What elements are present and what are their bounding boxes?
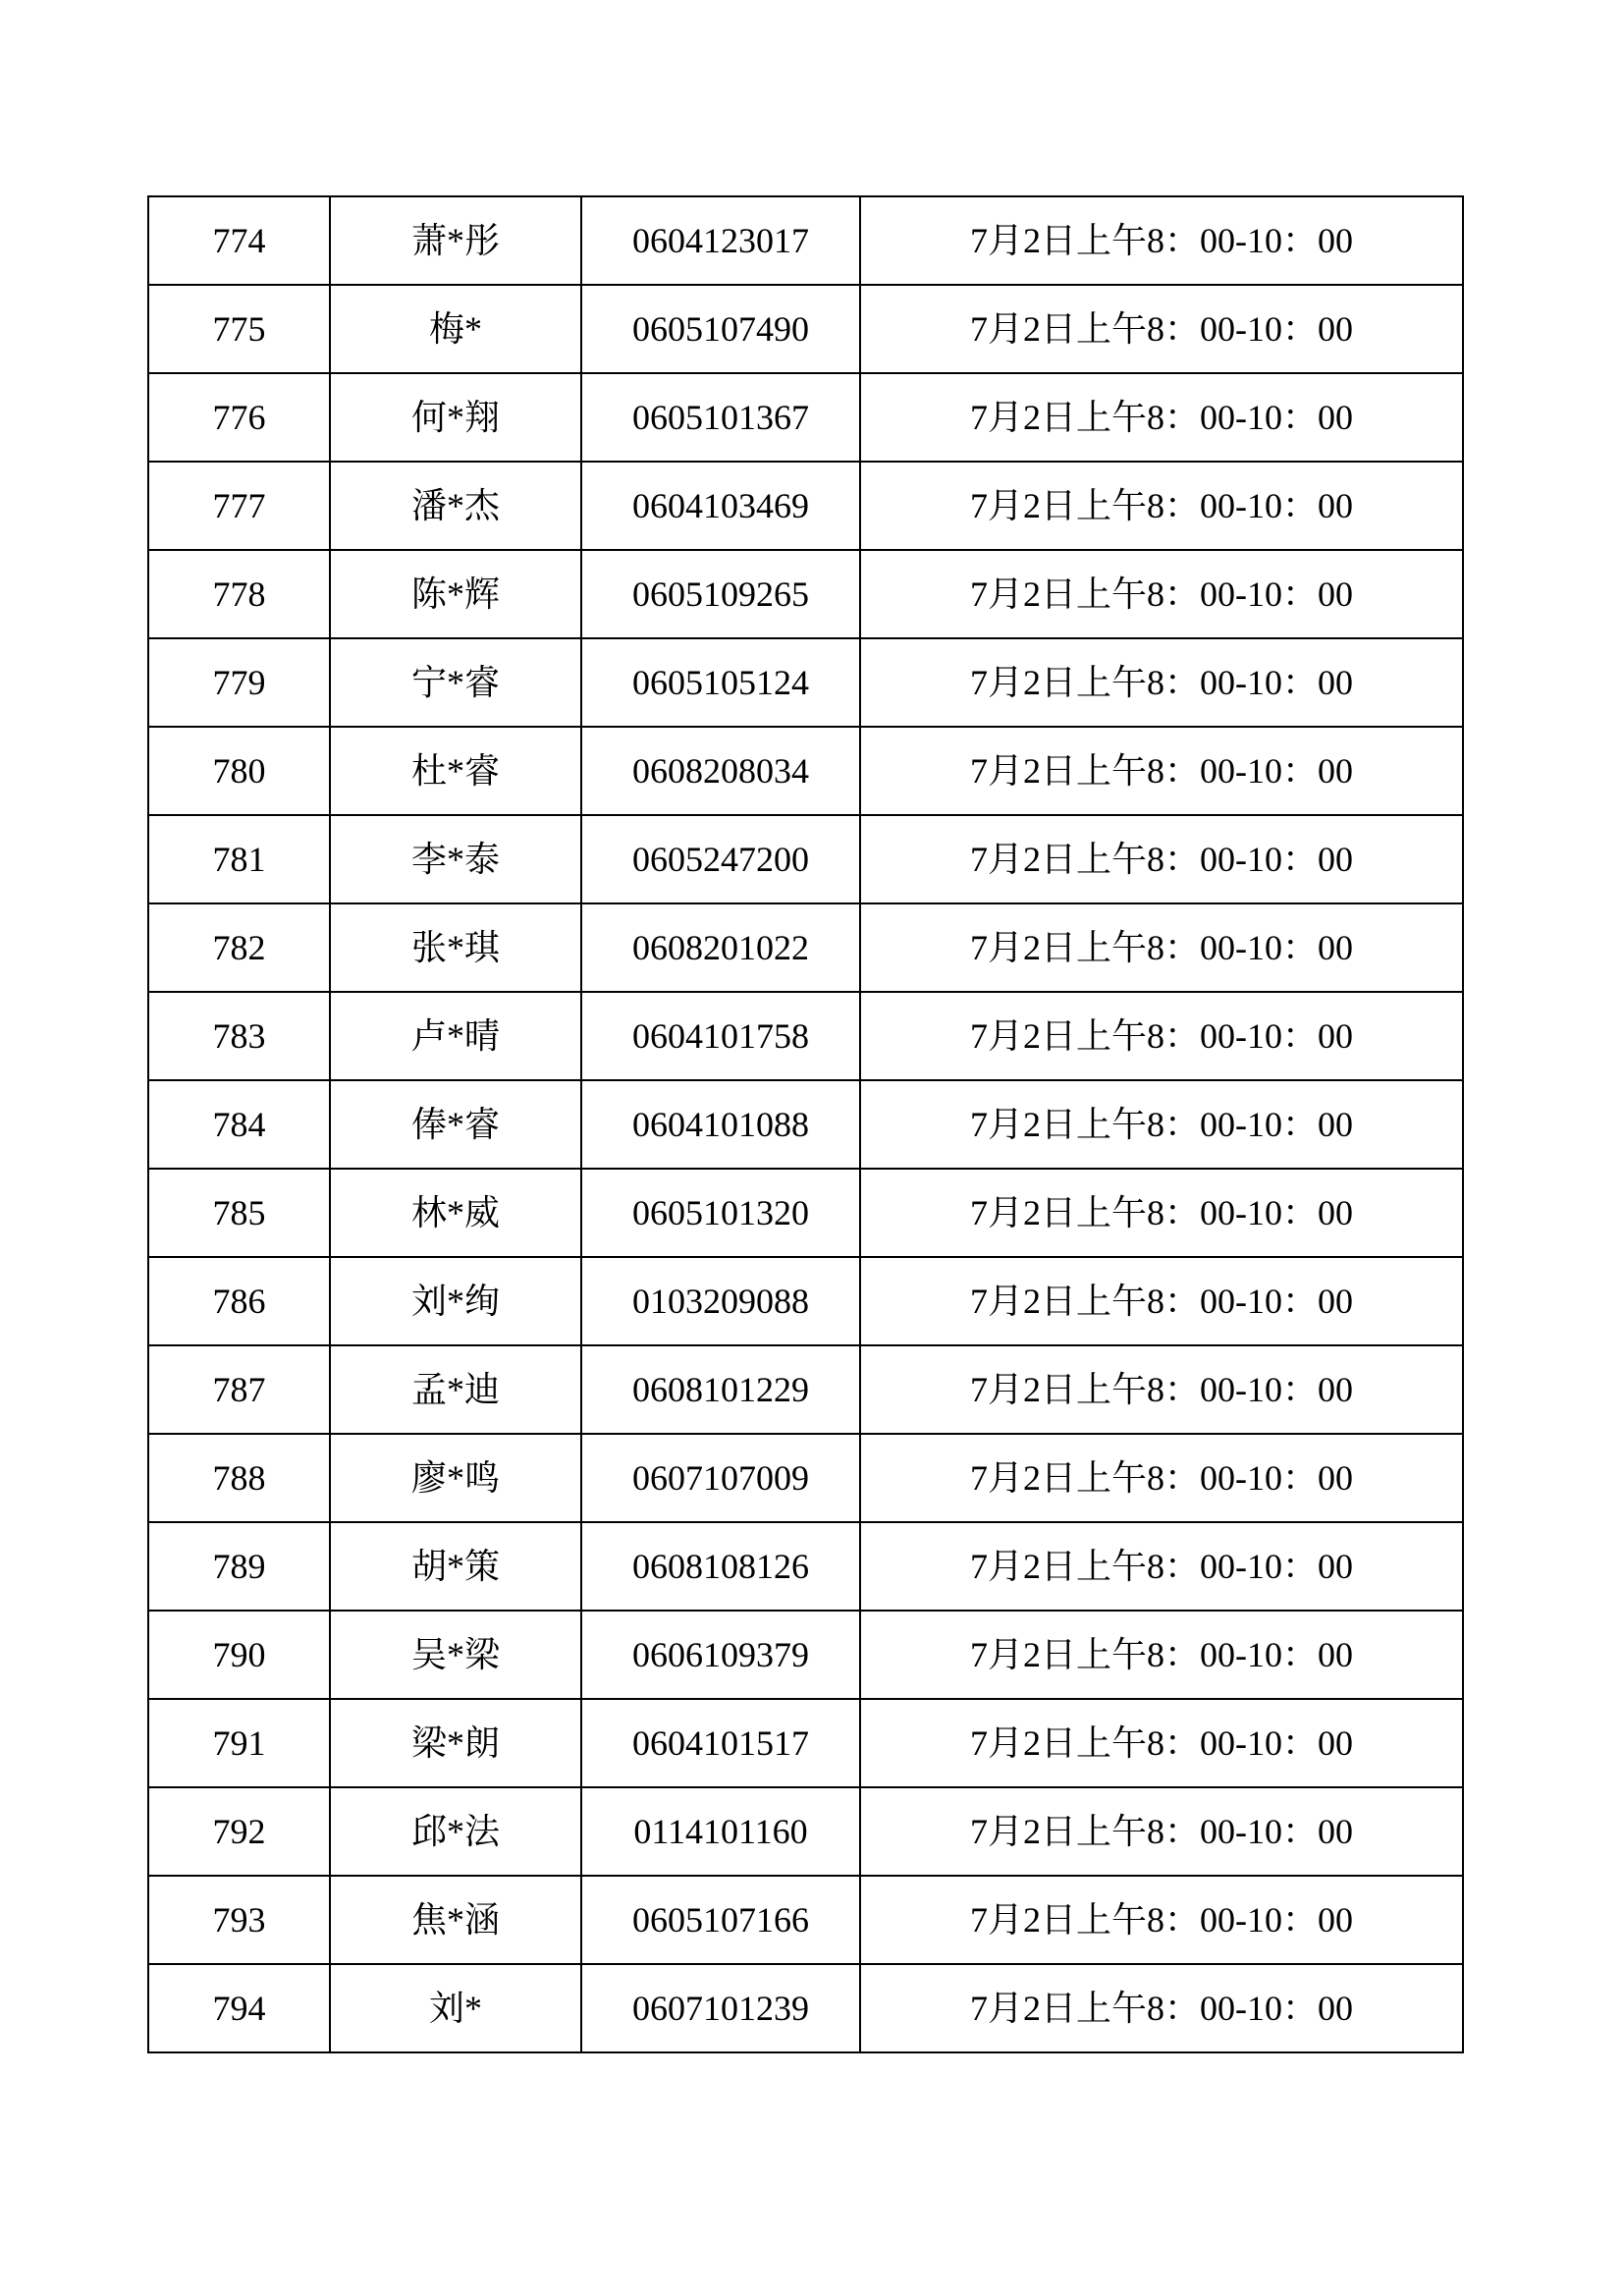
time-slot-cell: 7月2日上午8：00-10：00 (860, 1345, 1463, 1434)
student-id-cell: 0605101367 (581, 373, 860, 462)
table-row (148, 638, 1463, 727)
table-row (148, 1434, 1463, 1522)
time-slot-cell: 7月2日上午8：00-10：00 (860, 1876, 1463, 1964)
time-slot-cell: 7月2日上午8：00-10：00 (860, 992, 1463, 1080)
student-id-cell: 0604101758 (581, 992, 860, 1080)
student-id-cell: 0608201022 (581, 903, 860, 992)
student-id-cell: 0605105124 (581, 638, 860, 727)
row-number-cell: 778 (148, 550, 330, 638)
name-cell: 刘*绚 (330, 1257, 581, 1345)
student-id-cell: 0103209088 (581, 1257, 860, 1345)
table-row (148, 903, 1463, 992)
name-cell: 杜*睿 (330, 727, 581, 815)
table-row (148, 1699, 1463, 1787)
table-row (148, 1964, 1463, 2052)
row-number-cell: 785 (148, 1169, 330, 1257)
name-cell: 刘* (330, 1964, 581, 2052)
row-number-cell: 787 (148, 1345, 330, 1434)
student-id-cell: 0608108126 (581, 1522, 860, 1611)
time-slot-cell: 7月2日上午8：00-10：00 (860, 1964, 1463, 2052)
row-number-cell: 781 (148, 815, 330, 903)
student-id-cell: 0604101517 (581, 1699, 860, 1787)
student-id-cell: 0608208034 (581, 727, 860, 815)
time-slot-cell: 7月2日上午8：00-10：00 (860, 1611, 1463, 1699)
table-row (148, 285, 1463, 373)
student-id-cell: 0607107009 (581, 1434, 860, 1522)
name-cell: 林*威 (330, 1169, 581, 1257)
row-number-cell: 779 (148, 638, 330, 727)
student-id-cell: 0605101320 (581, 1169, 860, 1257)
name-cell: 邱*法 (330, 1787, 581, 1876)
time-slot-cell: 7月2日上午8：00-10：00 (860, 1434, 1463, 1522)
row-number-cell: 780 (148, 727, 330, 815)
roster-table (147, 195, 1464, 2053)
time-slot-cell: 7月2日上午8：00-10：00 (860, 1169, 1463, 1257)
student-id-cell: 0604103469 (581, 462, 860, 550)
table-row (148, 1787, 1463, 1876)
time-slot-cell: 7月2日上午8：00-10：00 (860, 1257, 1463, 1345)
time-slot-cell: 7月2日上午8：00-10：00 (860, 1522, 1463, 1611)
student-id-cell: 0607101239 (581, 1964, 860, 2052)
row-number-cell: 775 (148, 285, 330, 373)
table-row (148, 462, 1463, 550)
row-number-cell: 791 (148, 1699, 330, 1787)
row-number-cell: 784 (148, 1080, 330, 1169)
name-cell: 陈*辉 (330, 550, 581, 638)
time-slot-cell: 7月2日上午8：00-10：00 (860, 550, 1463, 638)
time-slot-cell: 7月2日上午8：00-10：00 (860, 727, 1463, 815)
time-slot-cell: 7月2日上午8：00-10：00 (860, 1699, 1463, 1787)
name-cell: 梅* (330, 285, 581, 373)
time-slot-cell: 7月2日上午8：00-10：00 (860, 196, 1463, 285)
table-row (148, 196, 1463, 285)
row-number-cell: 777 (148, 462, 330, 550)
student-id-cell: 0605109265 (581, 550, 860, 638)
time-slot-cell: 7月2日上午8：00-10：00 (860, 815, 1463, 903)
row-number-cell: 774 (148, 196, 330, 285)
row-number-cell: 794 (148, 1964, 330, 2052)
table-row (148, 550, 1463, 638)
row-number-cell: 782 (148, 903, 330, 992)
row-number-cell: 786 (148, 1257, 330, 1345)
time-slot-cell: 7月2日上午8：00-10：00 (860, 285, 1463, 373)
table-row (148, 1080, 1463, 1169)
table-row (148, 1611, 1463, 1699)
name-cell: 胡*策 (330, 1522, 581, 1611)
table-row (148, 1169, 1463, 1257)
time-slot-cell: 7月2日上午8：00-10：00 (860, 373, 1463, 462)
student-id-cell: 0606109379 (581, 1611, 860, 1699)
name-cell: 俸*睿 (330, 1080, 581, 1169)
row-number-cell: 776 (148, 373, 330, 462)
roster-table-body (148, 196, 1463, 2052)
table-row (148, 1345, 1463, 1434)
time-slot-cell: 7月2日上午8：00-10：00 (860, 462, 1463, 550)
student-id-cell: 0605247200 (581, 815, 860, 903)
name-cell: 廖*鸣 (330, 1434, 581, 1522)
table-row (148, 1876, 1463, 1964)
row-number-cell: 793 (148, 1876, 330, 1964)
student-id-cell: 0604101088 (581, 1080, 860, 1169)
table-row (148, 727, 1463, 815)
student-id-cell: 0605107490 (581, 285, 860, 373)
name-cell: 宁*睿 (330, 638, 581, 727)
name-cell: 卢*晴 (330, 992, 581, 1080)
student-id-cell: 0608101229 (581, 1345, 860, 1434)
time-slot-cell: 7月2日上午8：00-10：00 (860, 903, 1463, 992)
row-number-cell: 783 (148, 992, 330, 1080)
name-cell: 梁*朗 (330, 1699, 581, 1787)
time-slot-cell: 7月2日上午8：00-10：00 (860, 1080, 1463, 1169)
name-cell: 孟*迪 (330, 1345, 581, 1434)
time-slot-cell: 7月2日上午8：00-10：00 (860, 638, 1463, 727)
student-id-cell: 0605107166 (581, 1876, 860, 1964)
row-number-cell: 790 (148, 1611, 330, 1699)
table-row (148, 992, 1463, 1080)
time-slot-cell: 7月2日上午8：00-10：00 (860, 1787, 1463, 1876)
row-number-cell: 789 (148, 1522, 330, 1611)
table-row (148, 815, 1463, 903)
row-number-cell: 788 (148, 1434, 330, 1522)
row-number-cell: 792 (148, 1787, 330, 1876)
name-cell: 吴*梁 (330, 1611, 581, 1699)
table-row (148, 1257, 1463, 1345)
name-cell: 萧*彤 (330, 196, 581, 285)
name-cell: 何*翔 (330, 373, 581, 462)
name-cell: 李*泰 (330, 815, 581, 903)
name-cell: 张*琪 (330, 903, 581, 992)
name-cell: 焦*涵 (330, 1876, 581, 1964)
table-row (148, 1522, 1463, 1611)
name-cell: 潘*杰 (330, 462, 581, 550)
student-id-cell: 0604123017 (581, 196, 860, 285)
student-id-cell: 0114101160 (581, 1787, 860, 1876)
table-row (148, 373, 1463, 462)
